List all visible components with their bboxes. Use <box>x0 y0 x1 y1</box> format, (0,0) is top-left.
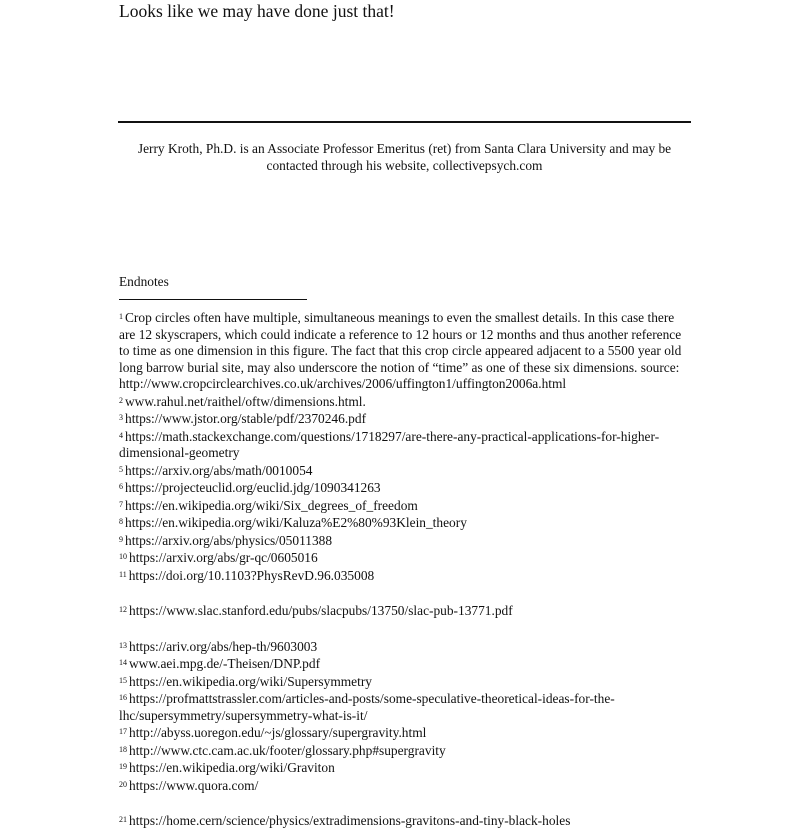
endnote-number: 18 <box>119 744 127 754</box>
endnote-number: 11 <box>119 569 127 579</box>
endnote-number: 9 <box>119 534 123 544</box>
endnote-text[interactable]: www.rahul.net/raithel/oftw/dimensions.html. <box>125 393 366 409</box>
endnote-text[interactable]: https://math.stackexchange.com/questions/1718297/are-there-any-practical-applications-for-higher-dimensional-geometry <box>119 428 660 460</box>
spacer <box>119 584 689 602</box>
endnote-text[interactable]: http://abyss.uoregon.edu/~js/glossary/supergravity.html <box>129 725 427 740</box>
endnote-15 <box>119 673 689 691</box>
spacer <box>119 794 689 812</box>
endnote-21 <box>119 812 689 830</box>
endnote-text[interactable]: https://en.wikipedia.org/wiki/Six_degrees_of_freedom <box>125 497 418 513</box>
endnote-number: 19 <box>119 762 127 771</box>
endnote-2 <box>119 393 689 411</box>
endnote-number: 14 <box>119 658 127 667</box>
endnote-11 <box>119 567 689 585</box>
endnote-8 <box>119 514 689 532</box>
endnote-text[interactable]: https://profmattstrassler.com/articles-and-posts/some-speculative-theoretical-ideas-for-the-lhc/supersymmetry/supersymmetry-what-is-it/ <box>119 691 615 723</box>
endnote-text[interactable]: https://www.quora.com/ <box>129 777 259 793</box>
endnote-4 <box>119 428 689 462</box>
endnote-text[interactable]: https://projecteuclid.org/euclid.jdg/1090341263 <box>125 480 381 495</box>
endnotes-divider <box>119 299 307 300</box>
endnote-link[interactable]: http://www.cropcirclearchives.co.uk/archives/2006/uffington1/uffington2006a.html <box>119 376 567 391</box>
endnote-text[interactable]: https://ariv.org/abs/hep-th/9603003 <box>129 638 318 654</box>
endnote-10 <box>119 549 689 567</box>
endnote-text[interactable]: https://arxiv.org/abs/gr-qc/0605016 <box>129 550 318 565</box>
endnote-text: Crop circles often have multiple, simultaneous meanings to even the smallest details. In this case there are 12 skyscrapers, which could indicate a reference to 12 hours or 12 months and thus another reference to time as one dimension in this figure. The fact that this crop circle appeared adjacent to a 5500 year old long barrow burial site, may also underscore the notion of “time” as one of these six dimensions. source: <box>119 310 682 375</box>
endnote-number: 1 <box>119 312 123 321</box>
endnote-6 <box>119 479 689 497</box>
endnote-text[interactable]: www.aei.mpg.de/-Theisen/DNP.pdf <box>129 656 321 671</box>
endnote-number: 13 <box>119 640 127 650</box>
endnotes-heading: Endnotes <box>119 274 169 289</box>
endnote-number: 12 <box>119 605 127 614</box>
endnote-14 <box>119 655 689 673</box>
endnote-18 <box>119 742 689 760</box>
closing-line: Looks like we may have done just that! <box>119 1 395 21</box>
endnote-number: 4 <box>119 430 123 440</box>
endnote-13 <box>119 638 689 656</box>
author-bio: Jerry Kroth, Ph.D. is an Associate Professor Emeritus (ret) from Santa Clara University and may be contacted through his website, collectivepsych.com <box>137 141 672 173</box>
endnote-text[interactable]: http://www.ctc.cam.ac.uk/footer/glossary.php#supergravity <box>129 742 446 758</box>
endnote-number: 8 <box>119 517 123 526</box>
endnote-number: 16 <box>119 693 127 702</box>
endnote-3 <box>119 410 689 428</box>
endnote-number: 17 <box>119 727 127 736</box>
endnote-text[interactable]: https://en.wikipedia.org/wiki/Graviton <box>129 760 335 775</box>
endnote-text[interactable]: https://www.slac.stanford.edu/pubs/slacpubs/13750/slac-pub-13771.pdf <box>129 603 513 618</box>
spacer <box>119 620 689 638</box>
endnote-number: 3 <box>119 413 123 422</box>
endnote-1 <box>119 309 689 393</box>
endnotes-list <box>119 309 689 830</box>
endnote-number: 6 <box>119 482 123 491</box>
endnote-text[interactable]: https://doi.org/10.1103?PhysRevD.96.035008 <box>128 567 375 583</box>
endnote-number: 7 <box>119 499 123 509</box>
endnote-17 <box>119 724 689 742</box>
endnote-20 <box>119 777 689 795</box>
endnote-19 <box>119 759 689 777</box>
endnote-text[interactable]: https://arxiv.org/abs/physics/05011388 <box>125 532 333 548</box>
section-divider <box>118 121 691 123</box>
endnote-number: 2 <box>119 395 123 405</box>
endnote-text[interactable]: https://en.wikipedia.org/wiki/Supersymmetry <box>129 673 372 689</box>
endnote-text[interactable]: https://en.wikipedia.org/wiki/Kaluza%E2%80%93Klein_theory <box>125 515 467 530</box>
endnote-number: 10 <box>119 552 127 561</box>
endnote-number: 5 <box>119 464 123 474</box>
endnote-12 <box>119 602 689 620</box>
endnote-5 <box>119 462 689 480</box>
endnote-7 <box>119 497 689 515</box>
endnote-number: 20 <box>119 779 127 789</box>
endnote-text[interactable]: https://www.jstor.org/stable/pdf/2370246.pdf <box>125 411 367 426</box>
endnote-number: 21 <box>119 815 127 824</box>
endnote-16 <box>119 690 689 724</box>
endnote-text[interactable]: https://home.cern/science/physics/extradimensions-gravitons-and-tiny-black-holes <box>129 813 571 828</box>
endnote-text[interactable]: https://arxiv.org/abs/math/0010054 <box>125 462 313 478</box>
endnote-number: 15 <box>119 675 127 685</box>
endnote-9 <box>119 532 689 550</box>
